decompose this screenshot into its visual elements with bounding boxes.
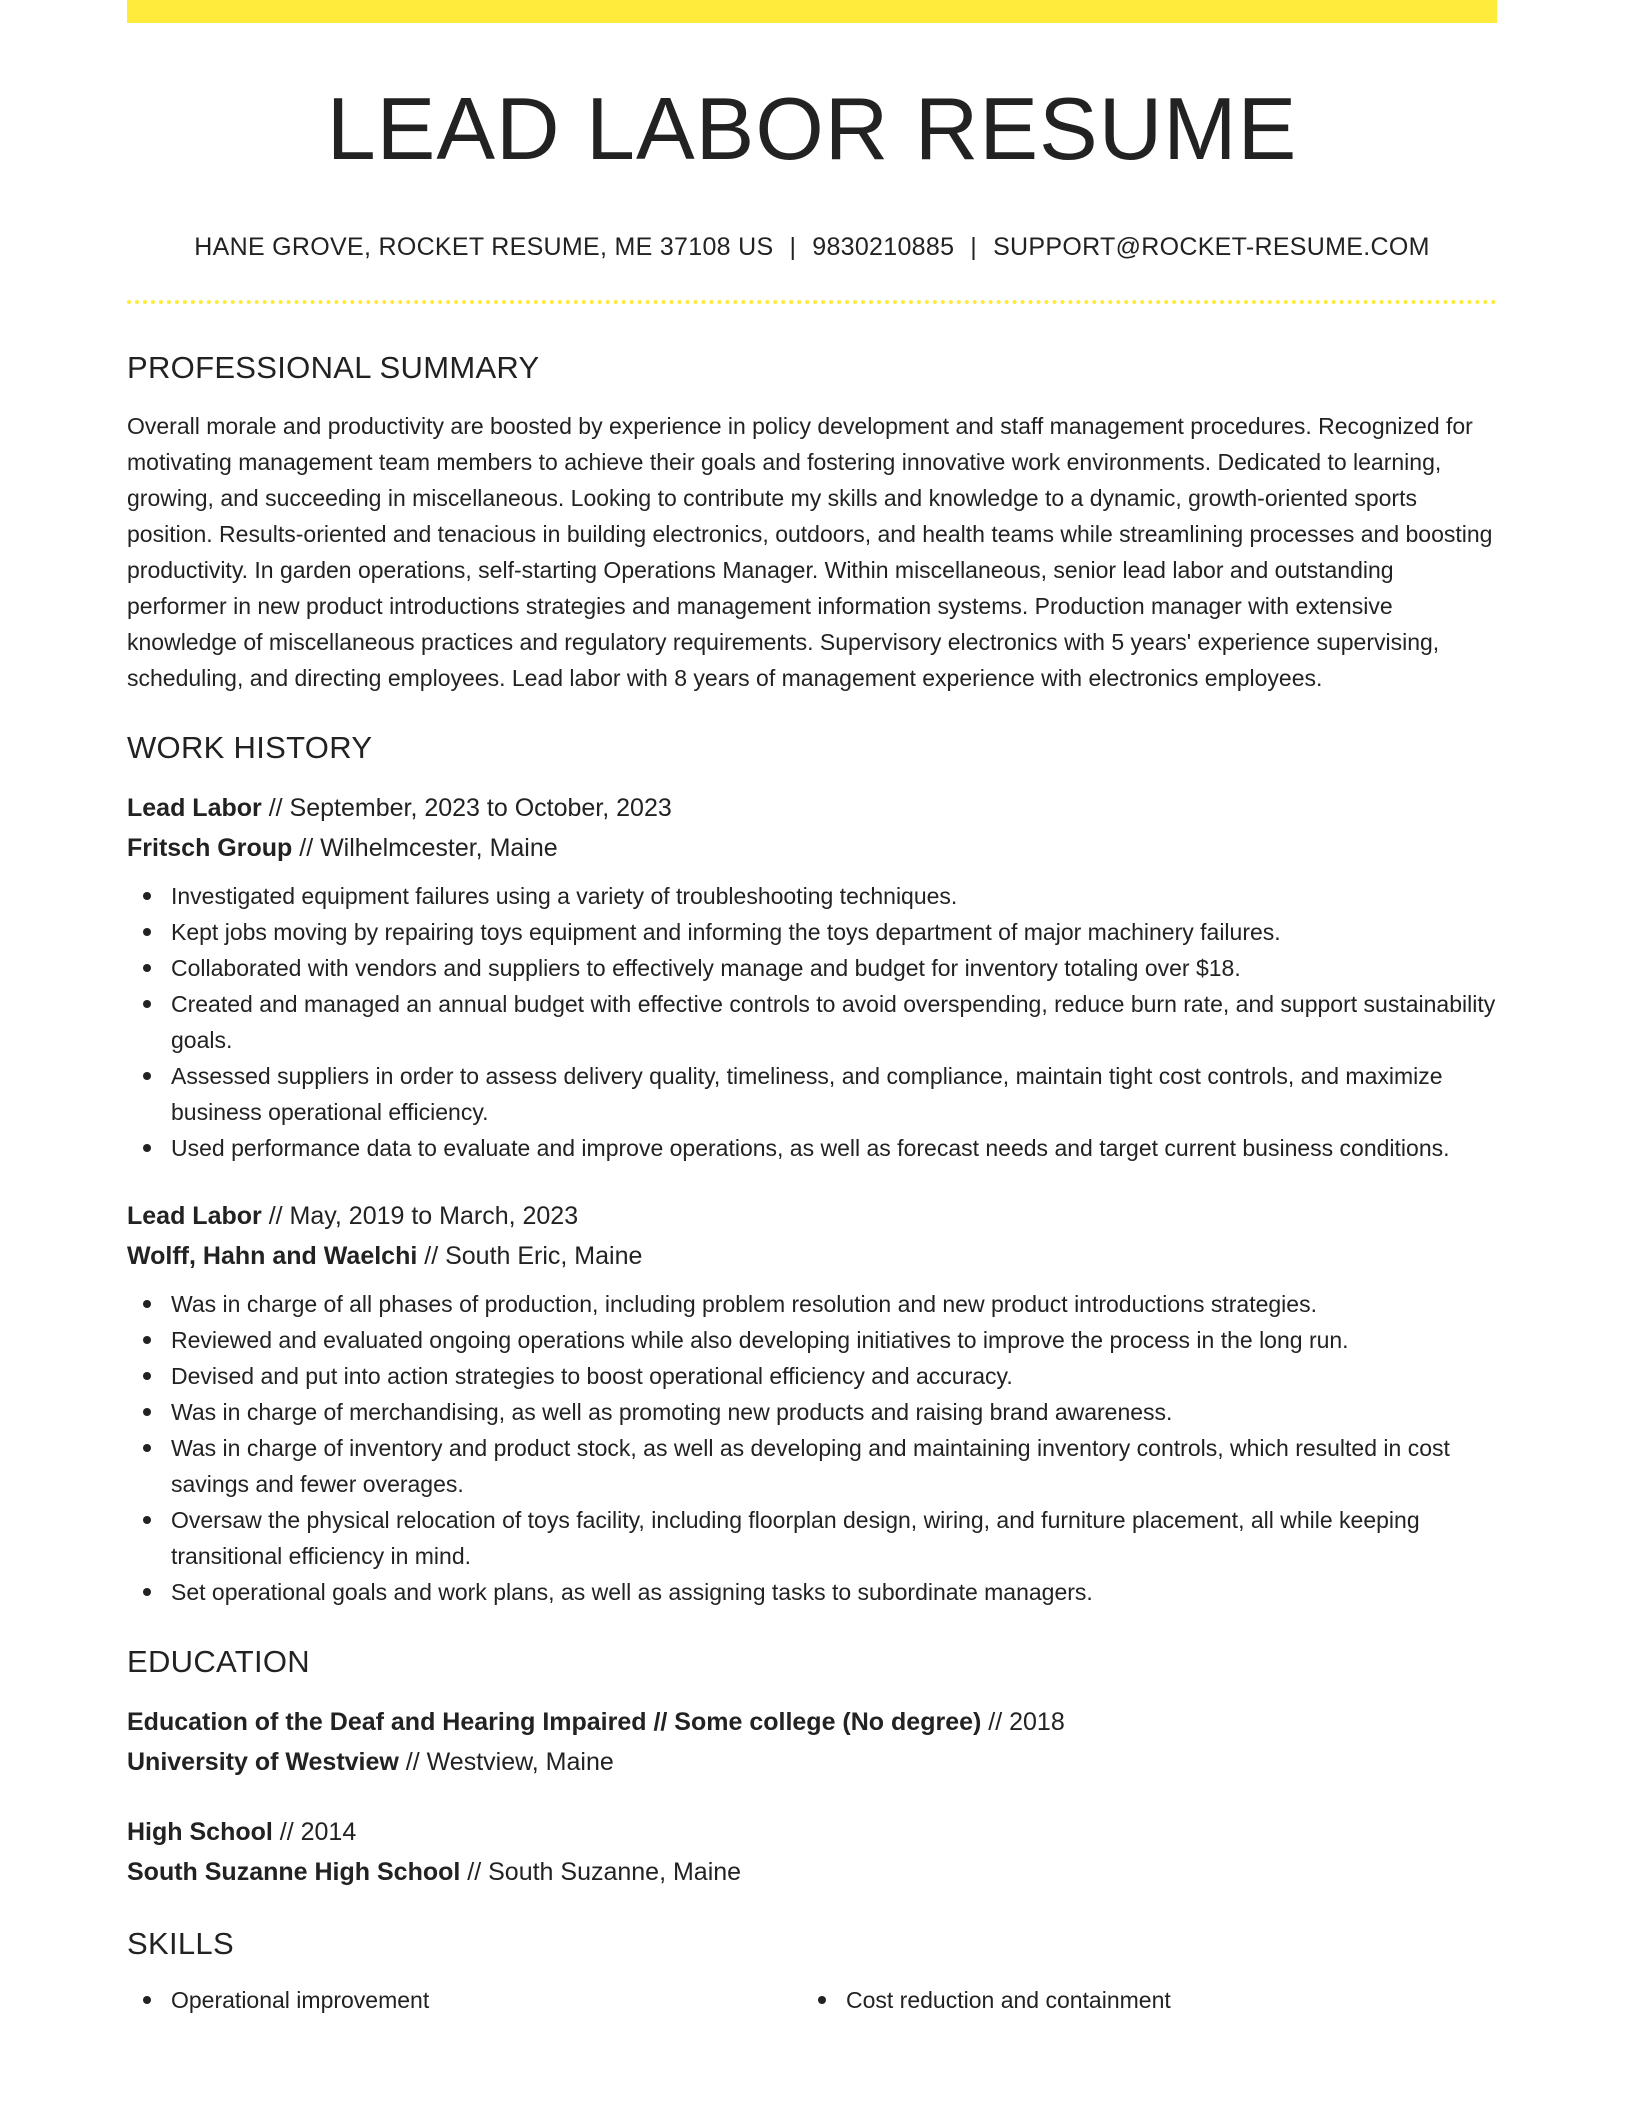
job-dates: // May, 2019 to March, 2023 [261,1202,579,1231]
job-location: // South Eric, Maine [417,1242,643,1271]
section-heading-education: EDUCATION [127,1644,310,1680]
job-bullet: Was in charge of all phases of production, including problem resolution and new product introductions strategies. [127,1286,1497,1322]
job-bullet: Was in charge of merchandising, as well as promoting new products and raising brand awareness. [127,1394,1497,1430]
education-degree-line [127,1702,1497,1742]
contact-email: SUPPORT@ROCKET-RESUME.COM [993,233,1430,262]
education-location: // South Suzanne, Maine [460,1858,742,1887]
job-title: Lead Labor [127,794,262,823]
job-company: Wolff, Hahn and Waelchi [127,1242,418,1271]
job-company-line [127,828,1497,868]
skill-item: Operational improvement [127,1982,802,2018]
top-accent-bar [127,0,1497,23]
summary-text: Overall morale and productivity are boosted by experience in policy development and staff management procedures. Recognized for motivating management team members to achieve their goals and fostering innovative work environments. Dedicated to learning, growing, and succeeding in miscellaneous. Looking to contribute my skills and knowledge to a dynamic, growth-oriented sports position. Results-oriented and tenacious in building electronics, outdoors, and health teams while streamlining processes and boosting productivity. In garden operations, self-starting Operations Manager. Within miscellaneous, senior lead labor and outstanding performer in new product introductions strategies and management information systems. Production manager with extensive knowledge of miscellaneous practices and regulatory requirements. Supervisory electronics with 5 years' experience supervising, scheduling, and directing employees. Lead labor with 8 years of management experience with electronics employees. [127,413,1493,692]
job-bullet: Was in charge of inventory and product stock, as well as developing and maintaining inventory controls, which resulted in cost savings and fewer overages. [127,1430,1497,1502]
job-location: // Wilhelmcester, Maine [292,834,558,863]
education-section [127,1644,1497,1892]
job-title-line [127,1196,1497,1236]
contact-separator: | [970,233,978,262]
job-bullet: Investigated equipment failures using a variety of troubleshooting techniques. [127,878,1497,914]
education-degree: High School [127,1818,273,1847]
education-year: // 2018 [981,1708,1065,1737]
skills-section [127,1926,1497,2018]
work-history-section [127,730,1497,1610]
education-location: // Westview, Maine [398,1748,614,1777]
resume-page [127,0,1497,2018]
education-degree: Education of the Deaf and Hearing Impaired // Some college (No degree) [127,1708,982,1737]
job-bullets [127,1286,1497,1610]
job-bullet: Collaborated with vendors and suppliers to effectively manage and budget for inventory totaling over $18. [127,950,1497,986]
section-heading-summary: PROFESSIONAL SUMMARY [127,350,540,386]
education-school-line [127,1742,1497,1782]
education-entry [127,1812,1497,1892]
education-school: South Suzanne High School [127,1858,461,1887]
job-bullets [127,878,1497,1166]
job-entry [127,788,1497,1166]
education-year: // 2014 [272,1818,357,1847]
job-company: Fritsch Group [127,834,293,863]
job-title-line [127,788,1497,828]
skills-column-right [802,1982,1477,2018]
resume-title: LEAD LABOR RESUME [326,79,1298,178]
contact-address: HANE GROVE, ROCKET RESUME, ME 37108 US [194,233,774,262]
job-title: Lead Labor [127,1202,262,1231]
professional-summary-section [127,350,1497,696]
job-dates: // September, 2023 to October, 2023 [261,794,672,823]
section-heading-work-history: WORK HISTORY [127,730,373,766]
education-school: University of Westview [127,1748,399,1777]
job-bullet: Created and managed an annual budget with effective controls to avoid overspending, reduce burn rate, and support sustainability goals. [127,986,1497,1058]
header-divider [127,300,1497,304]
job-bullet: Oversaw the physical relocation of toys facility, including floorplan design, wiring, and furniture placement, all while keeping transitional efficiency in mind. [127,1502,1497,1574]
contact-separator: | [789,233,797,262]
job-company-line [127,1236,1497,1276]
contact-phone: 9830210885 [812,233,955,262]
education-entry [127,1702,1497,1782]
education-school-line [127,1852,1497,1892]
job-bullet: Reviewed and evaluated ongoing operations while also developing initiatives to improve the process in the long run. [127,1322,1497,1358]
job-bullet: Used performance data to evaluate and improve operations, as well as forecast needs and target current business conditions. [127,1130,1497,1166]
job-bullet: Kept jobs moving by repairing toys equipment and informing the toys department of major machinery failures. [127,914,1497,950]
job-bullet: Set operational goals and work plans, as well as assigning tasks to subordinate managers. [127,1574,1497,1610]
skills-column-left [127,1982,802,2018]
section-heading-skills: SKILLS [127,1926,234,1962]
job-bullet: Devised and put into action strategies to boost operational efficiency and accuracy. [127,1358,1497,1394]
job-entry [127,1196,1497,1610]
job-bullet: Assessed suppliers in order to assess delivery quality, timeliness, and compliance, maintain tight cost controls, and maximize business operational efficiency. [127,1058,1497,1130]
skill-item: Cost reduction and containment [802,1982,1477,2018]
skills-grid [127,1982,1497,2018]
education-degree-line [127,1812,1497,1852]
contact-info [127,233,1497,262]
